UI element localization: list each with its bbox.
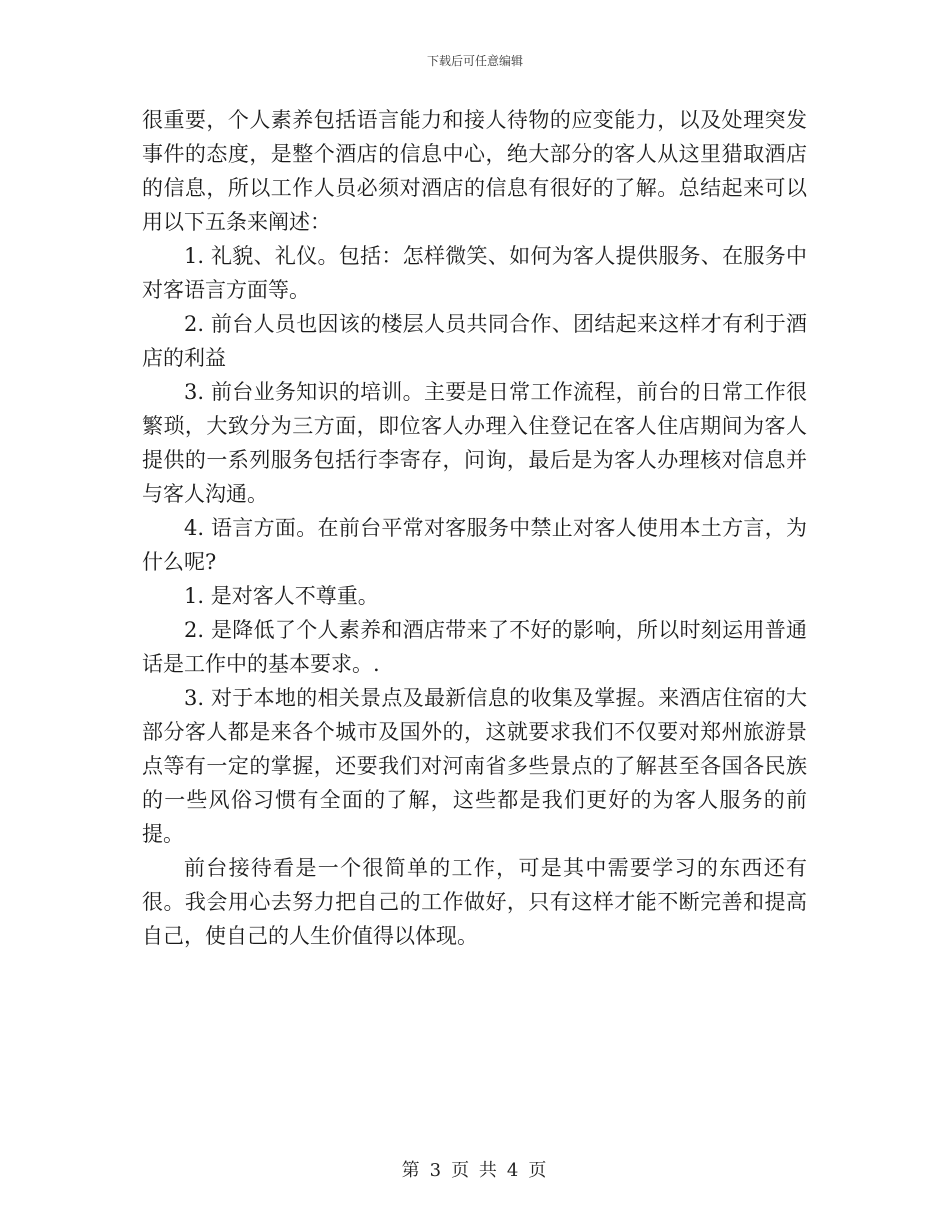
paragraph: 1. 礼貌、礼仪。包括：怎样微笑、如何为客人提供服务、在服务中对客语言方面等。 bbox=[142, 244, 807, 302]
paragraph: 前台接待看是一个很简单的工作，可是其中需要学习的东西还有很。我会用心去努力把自己的工作做好，只有这样才能不断完善和提高自己，使自己的人生价值得以体现。 bbox=[142, 856, 807, 948]
paragraph: 很重要，个人素养包括语言能力和接人待物的应变能力，以及处理突发事件的态度，是整个酒店的信息中心，绝大部分的客人从这里猎取酒店的信息，所以工作人员必须对酒店的信息有很好的了解。总结起来可以用以下五条来阐述： bbox=[142, 108, 807, 234]
paragraph: 2. 是降低了个人素养和酒店带来了不好的影响，所以时刻运用普通话是工作中的基本要求。. bbox=[142, 618, 807, 676]
paragraph: 4. 语言方面。在前台平常对客服务中禁止对客人使用本土方言，为什么呢? bbox=[142, 516, 807, 574]
page-header: 下载后可任意编辑 bbox=[426, 54, 523, 68]
paragraph: 1. 是对客人不尊重。 bbox=[184, 584, 379, 608]
paragraph: 2. 前台人员也因该的楼层人员共同合作、团结起来这样才有利于酒店的利益 bbox=[142, 312, 807, 370]
page-number-middle: 页 共 bbox=[451, 1160, 499, 1181]
paragraph: 3. 前台业务知识的培训。主要是日常工作流程，前台的日常工作很繁琐，大致分为三方面，即位客人办理入住登记在客人住店期间为客人提供的一系列服务包括行李寄存，问询，最后是为客人办理核对信息并与客人沟通。 bbox=[142, 380, 807, 506]
page-footer bbox=[0, 1156, 950, 1182]
page-number-suffix: 页 bbox=[528, 1160, 549, 1181]
paragraph: 3. 对于本地的相关景点及最新信息的收集及掌握。来酒店住宿的大部分客人都是来各个城市及国外的，这就要求我们不仅要对郑州旅游景点等有一定的掌握，还要我们对河南省多些景点的了解甚至各国各民族的一些风俗习惯有全面的了解，这些都是我们更好的为客人服务的前提。 bbox=[142, 686, 807, 846]
current-page-number: 3 bbox=[429, 1160, 444, 1181]
document-body bbox=[142, 103, 807, 953]
page-number-prefix: 第 bbox=[401, 1160, 422, 1181]
total-page-number: 4 bbox=[506, 1160, 521, 1181]
